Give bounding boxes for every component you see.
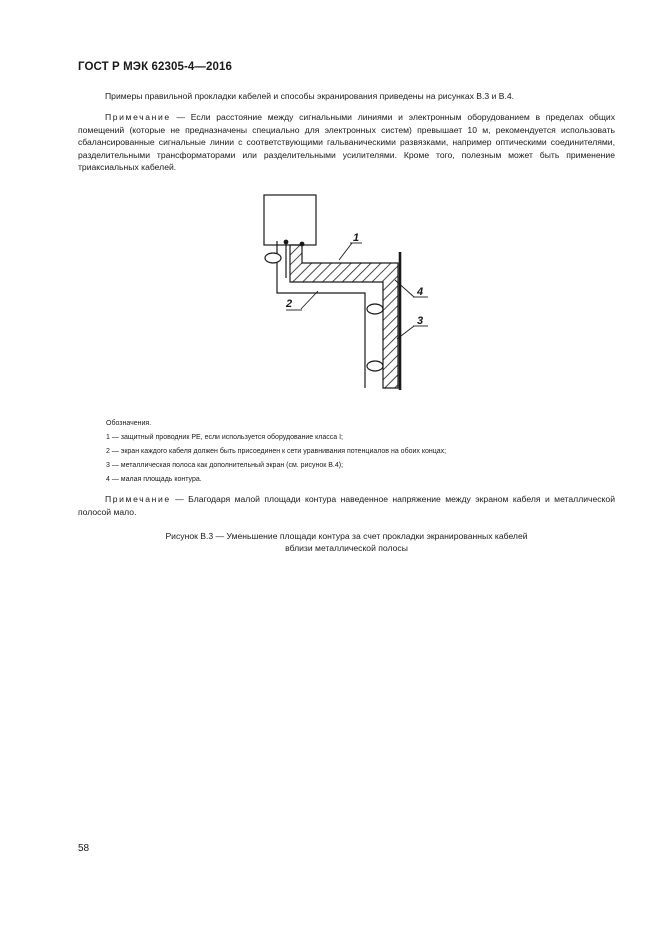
terminal-dot [300, 242, 305, 247]
note-2-text: — Благодаря малой площади контура наведенное напряжение между экраном кабеля и металлической полосой мало. [78, 494, 615, 517]
page-number: 58 [78, 843, 90, 854]
leader-line-1 [339, 243, 352, 260]
note-2 [78, 493, 615, 518]
legend-item: 2 — экран каждого кабеля должен быть присоединен к сети уравнивания потенциалов на обоих концах; [106, 448, 447, 455]
legend-item: 1 — защитный проводник РЕ, если используется оборудование класса I; [106, 434, 343, 441]
leader-line-2 [301, 291, 318, 309]
figure-caption [78, 530, 615, 554]
equipment-box [264, 195, 316, 245]
document-header: ГОСТ Р МЭК 62305-4—2016 [78, 61, 232, 73]
cable-shield-ellipse [367, 361, 383, 371]
figure-label-3: 3 [417, 315, 424, 327]
intro-paragraph: Примеры правильной прокладки кабелей и способы экранирования приведены на рисунках В.3 и В.4. [105, 91, 515, 101]
caption-line-2: вблизи металлической полосы [285, 543, 408, 553]
note-2-label: Примечание [105, 494, 171, 504]
figure-label-4: 4 [417, 286, 424, 298]
legend-item: 4 — малая площадь контура. [106, 476, 202, 483]
legend-title: Обозначения. [106, 420, 152, 427]
legend-item: 3 — металлическая полоса как дополнительный экран (см. рисунок В.4); [106, 462, 344, 469]
caption-line-1: Рисунок В.3 — Уменьшение площади контура за счет прокладки экранированных кабелей [165, 531, 528, 541]
cable-shield-ellipse [367, 304, 383, 314]
note-1-label: Примечание [105, 112, 171, 122]
terminal-dot [284, 240, 289, 245]
cable-shield-ellipse [265, 253, 281, 263]
figure-label-1: 1 [353, 232, 360, 244]
figure-label-2: 2 [286, 298, 293, 310]
note-1-text: — Если расстояние между сигнальными линиями и электронным оборудованием в пределах общих помещений (которые не предназначены специально для электронных систем) превышает 10 м, рекомендуется использовать сбалансированные сигнальные линии с соответствующими гальваническими развязками, например оптическими соединителями, разделительными трансформаторами или разделительными усилителями. Кроме того, полезным может быть применение триаксиальных кабелей. [78, 112, 615, 173]
legend [106, 419, 586, 489]
